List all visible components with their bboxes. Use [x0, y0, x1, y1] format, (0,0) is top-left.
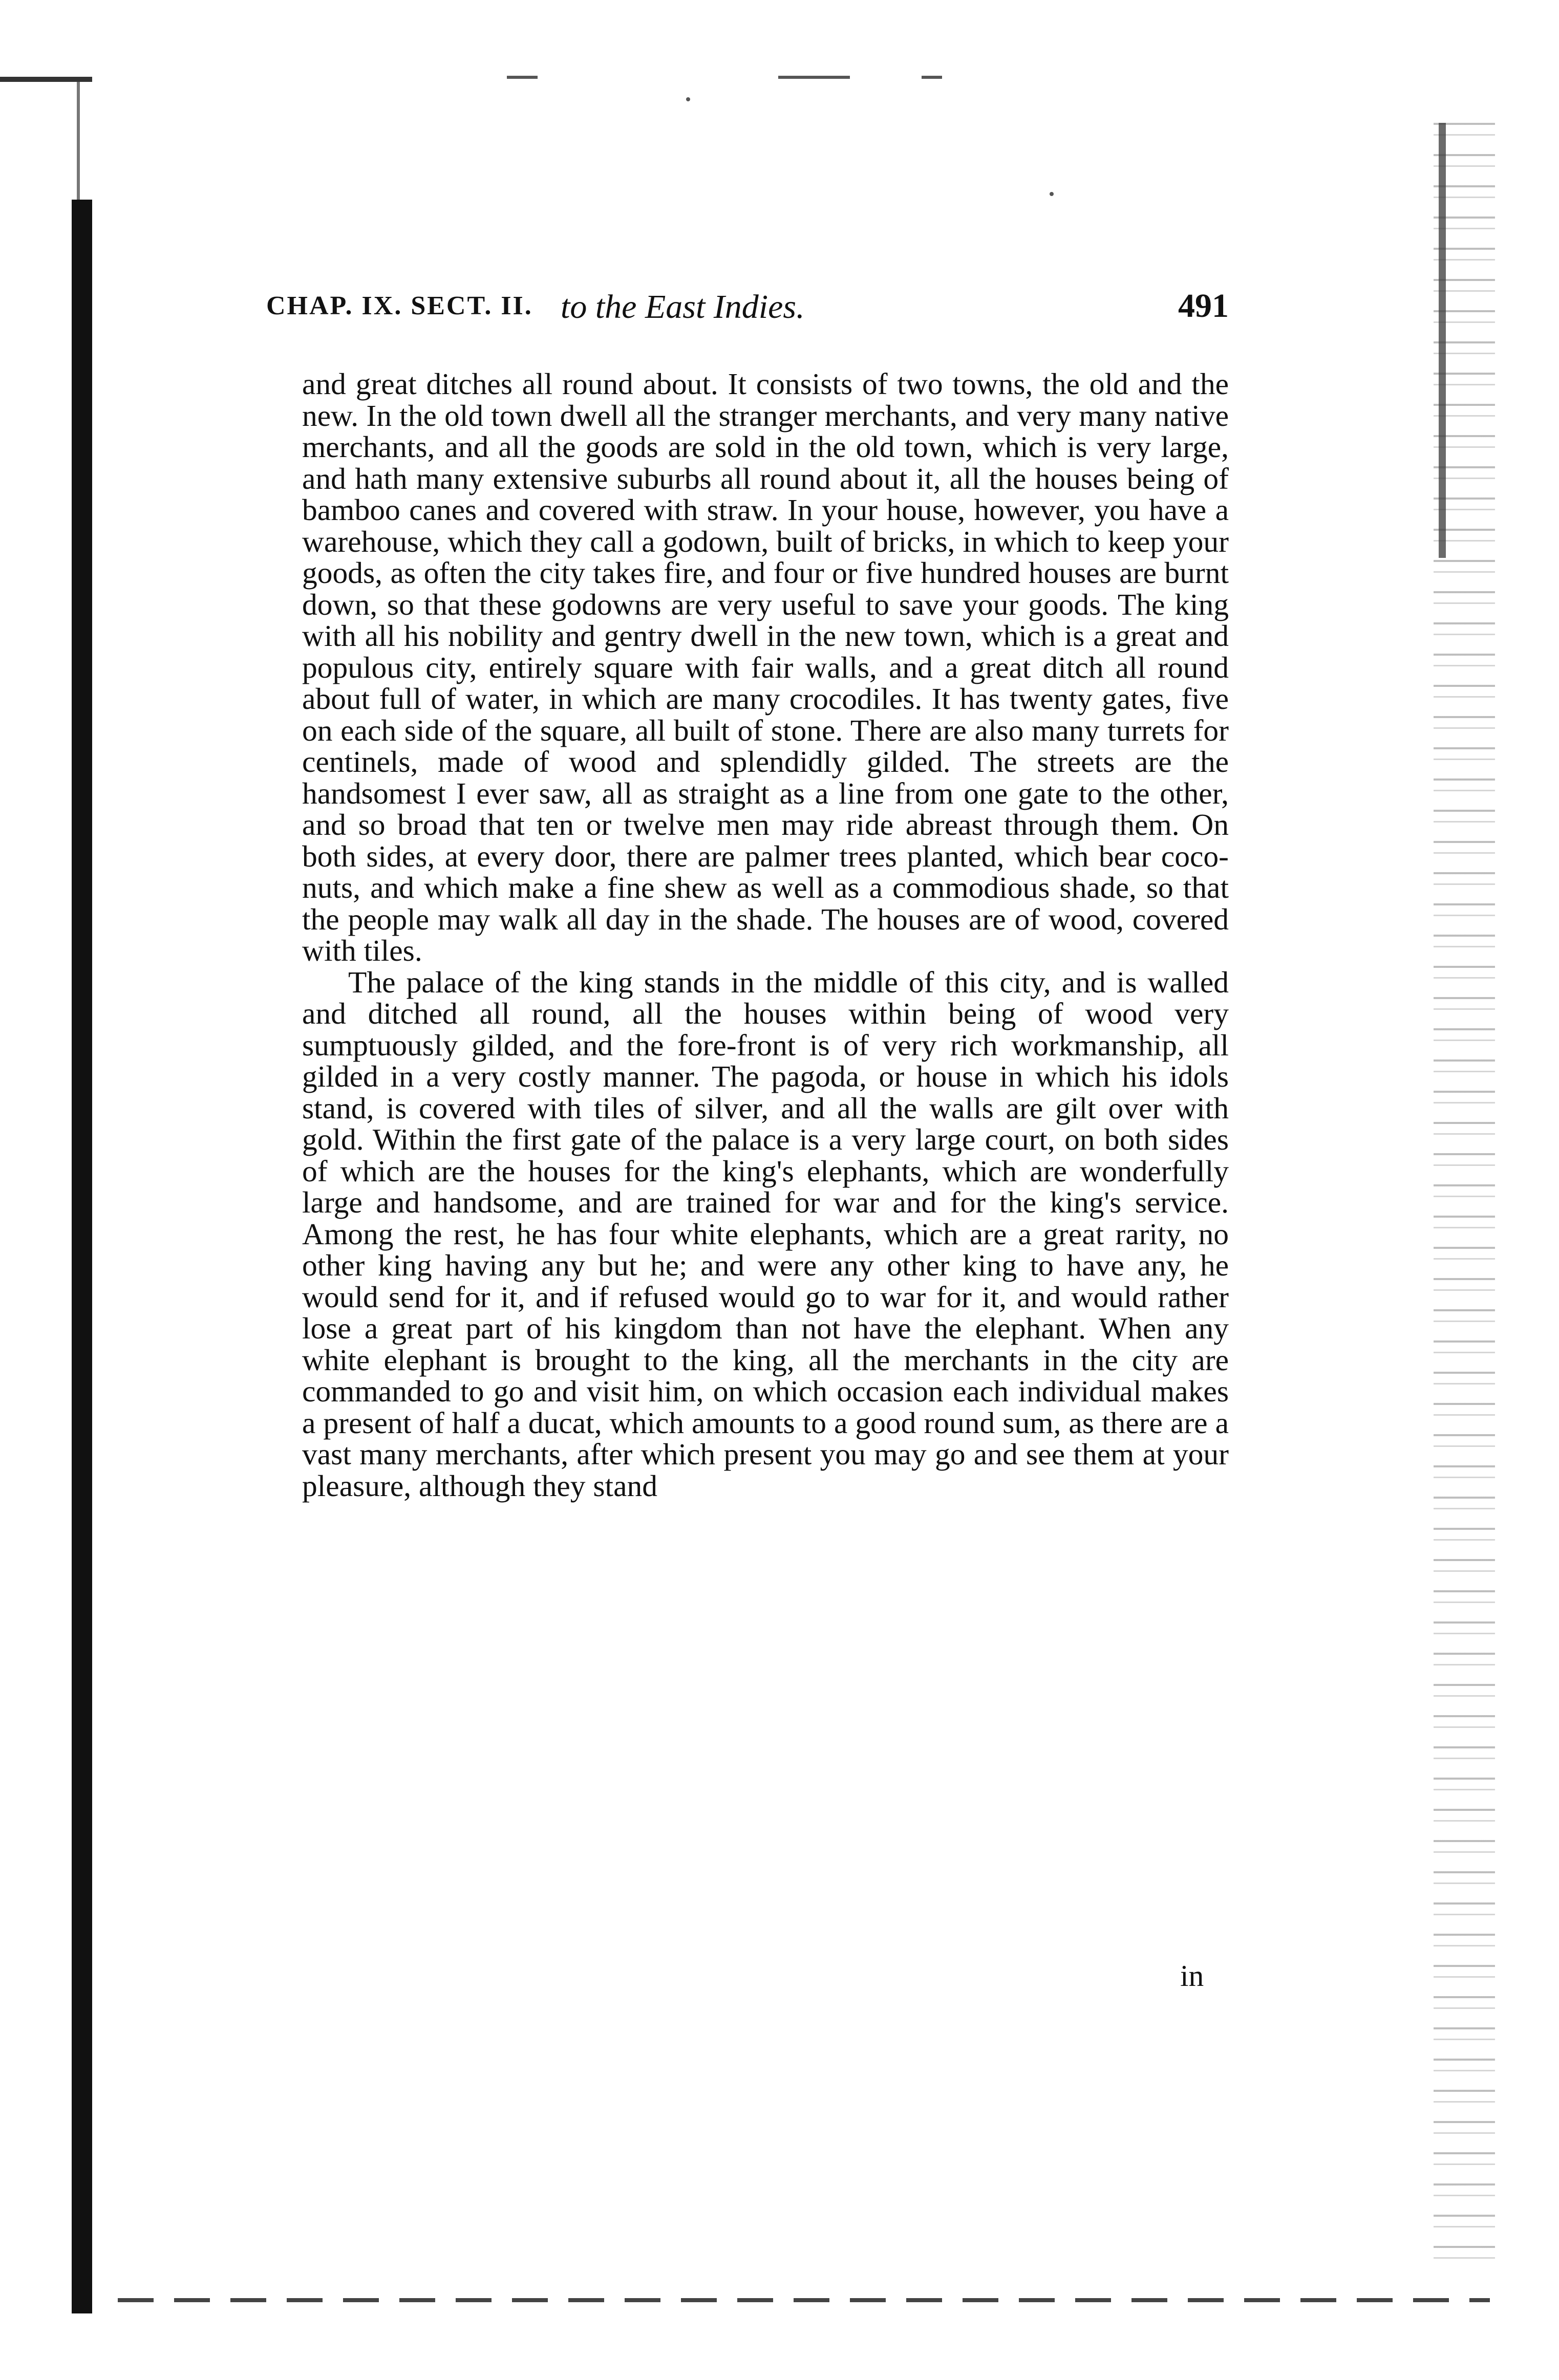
- ink-speck: [686, 97, 690, 101]
- body-text: [302, 369, 1229, 1502]
- scan-mark: [778, 76, 850, 79]
- catchword: in: [1180, 1959, 1204, 1993]
- paragraph: and great ditches all round about. It consists of two towns, the old and the new. In the old town dwell all the stranger merchants, and very many native merchants, and all the goods are sold in the old town, which is very large, and hath many extensive suburbs all round about it, all the houses being of bamboo canes and covered with straw. In your house, however, you have a warehouse, which they call a godown, built of bricks, in which to keep your goods, as often the city takes fire, and four or five hundred houses are burnt down, so that these godowns are very useful to save your goods. The king with all his nobility and gentry dwell in the new town, which is a great and populous city, entirely square with fair walls, and a great ditch all round about full of water, in which are many crocodiles. It has twenty gates, five on each side of the square, all built of stone. There are also many turrets for centinels, made of wood and splendidly gilded. The streets are the handsomest I ever saw, all as straight as a line from one gate to the other, and so broad that ten or twelve men may ride abreast through them. On both sides, at every door, there are palmer trees planted, which bear coco-nuts, and which make a fine shew as well as a commodious shade, so that the people may walk all day in the shade. The houses are of wood, covered with tiles.: [302, 367, 1229, 967]
- page-binding-edge: [72, 200, 92, 2313]
- page-number: 491: [1178, 287, 1229, 324]
- scan-mark: [922, 76, 942, 79]
- page-binding-edge-upper: [77, 82, 80, 205]
- running-title: to the East Indies.: [561, 288, 805, 326]
- running-head: [266, 287, 1229, 332]
- paragraph: The palace of the king stands in the middle of this city, and is walled and ditched all round, all the houses within being of wood very sumptuously gilded, and the fore-front is of very rich workmanship, all gilded in a very costly manner. The pagoda, or house in which his idols stand, is covered with tiles of silver, and all the walls are gilt over with gold. Within the first gate of the palace is a very large court, on both sides of which are the houses for the king's elephants, which are wonderfully large and handsome, and are trained for war and for the king's service. Among the rest, he has four white elephants, which are a great rarity, no other king having any but he; and were any other king to have any, he would send for it, and if refused would go to war for it, and would rather lose a great part of his kingdom than not have the elephant. When any white elephant is brought to the king, all the merchants in the city are commanded to go and visit him, on which occasion each individual makes a present of half a ducat, which amounts to a good round sum, as there are a vast many merchants, after which present you may go and see them at your pleasure, although they stand: [302, 965, 1229, 1503]
- page-right-edge-dark: [1439, 123, 1446, 558]
- scan-edge-top-rule: [0, 77, 92, 82]
- ink-speck: [1050, 192, 1054, 196]
- scan-mark: [507, 76, 538, 79]
- chapter-section-label: CHAP. IX. SECT. II.: [266, 291, 533, 320]
- scan-edge-bottom-rule: [118, 2298, 1490, 2302]
